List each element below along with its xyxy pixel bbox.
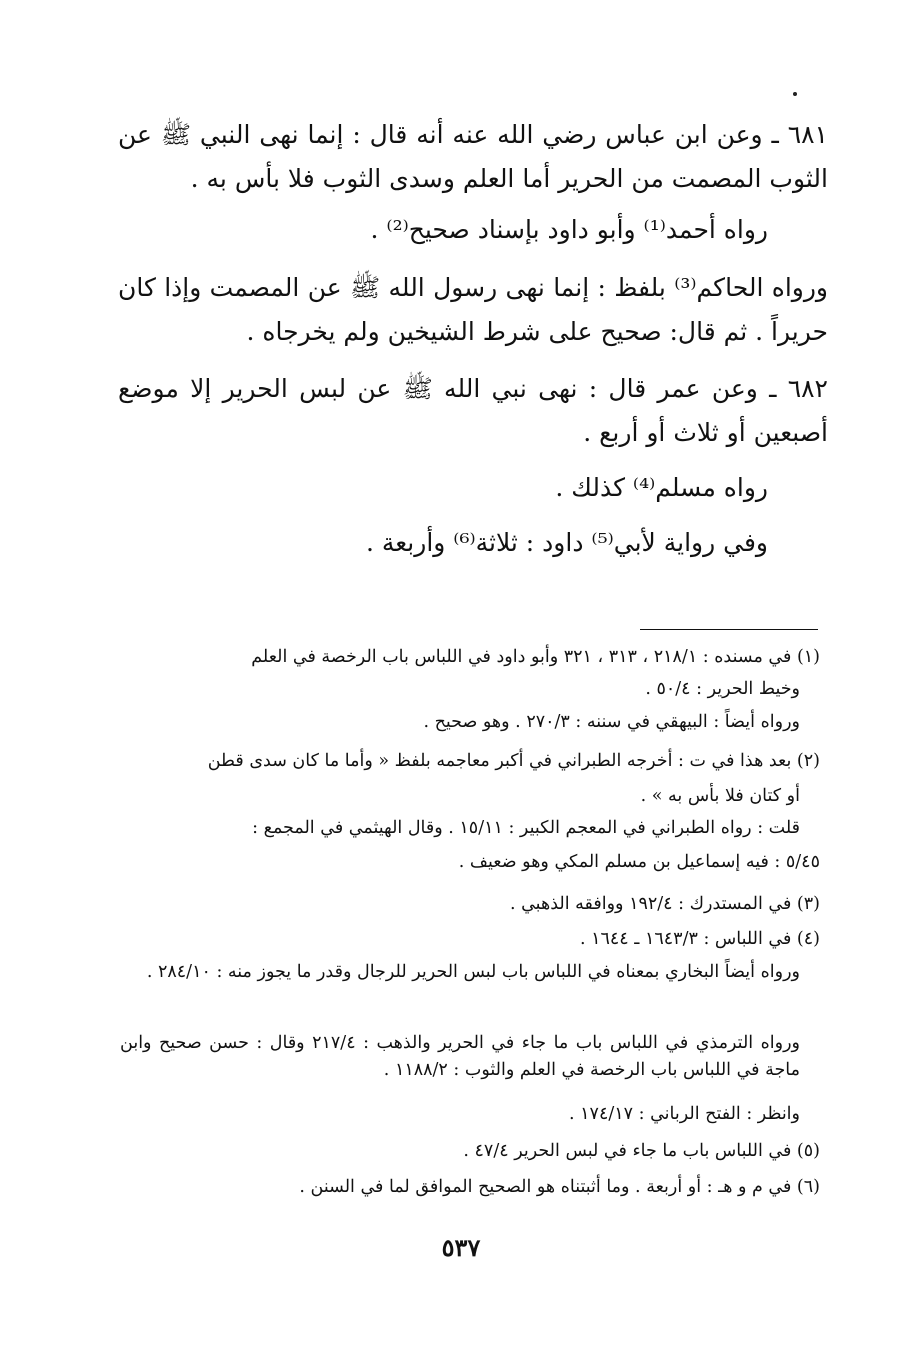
page-number: ٥٣٧ <box>441 1233 481 1262</box>
footnote-2-line-1: (٢) بعد هذا في ت : أخرجه الطبراني في أكبر معاجمه بلفظ « وأما ما كان سدى قطن <box>207 751 820 771</box>
footnote-1-line-2: وخيط الحرير : ٥٠/٤ . <box>645 679 800 699</box>
footnote-2-line-3: قلت : رواه الطبراني في المعجم الكبير : ١٥/١١ . وقال الهيثمي في المجمع : <box>252 818 800 838</box>
footnote-1-line-3: ورواه أيضاً : البيهقي في سننه : ٢٧٠/٣ . وهو صحيح . <box>423 712 800 732</box>
footnote-4-line-2: ورواه أيضاً البخاري بمعناه في اللباس باب لبس الحرير للرجال وقدر ما يجوز منه : ٢٨٤/١٠ . <box>146 962 800 982</box>
hadith-681: ٦٨١ ـ وعن ابن عباس رضي الله عنه أنه قال : إنما نهى النبي ﷺ عن الثوب المصمت من الحرير أما العلم وسدى الثوب فلا بأس به . <box>118 120 828 193</box>
footnote-4-line-3: ورواه الترمذي في اللباس باب ما جاء في الحرير والذهب : ٢١٧/٤ وقال : حسن صحيح وابن ماجة في اللباس باب الرخصة في العلم والثوب : ١١٨٨/٢ . <box>120 1033 801 1080</box>
footnote-separator <box>640 629 818 630</box>
narration-abudawud: وفي رواية لأبي⁽⁵⁾ داود : ثلاثة⁽⁶⁾ وأربعة . <box>365 528 768 557</box>
narration-muslim: رواه مسلم⁽⁴⁾ كذلك . <box>555 473 768 502</box>
footnote-2-line-4: ٥/٤٥ : فيه إسماعيل بن مسلم المكي وهو ضعيف . <box>458 852 820 872</box>
footnote-4-line-1: (٤) في اللباس : ١٦٤٣/٣ ـ ١٦٤٤ . <box>579 929 820 949</box>
footnote-4-line-4: وانظر : الفتح الرباني : ١٧٤/١٧ . <box>569 1104 800 1124</box>
footnote-3: (٣) في المستدرك : ١٩٢/٤ ووافقه الذهبي . <box>509 894 820 914</box>
stray-mark <box>793 92 797 96</box>
footnote-1-line-1: (١) في مسنده : ٢١٨/١ ، ٣١٣ ، ٣٢١ وأبو داود في اللباس باب الرخصة في العلم <box>251 647 820 667</box>
footnote-5: (٥) في اللباس باب ما جاء في لبس الحرير ٤٧/٤ . <box>463 1141 820 1161</box>
narration-ahmad: رواه أحمد⁽¹⁾ وأبو داود بإسناد صحيح⁽²⁾ . <box>370 215 768 244</box>
narration-hakim: ورواه الحاكم⁽³⁾ بلفظ : إنما نهى رسول الله ﷺ عن المصمت وإذا كان حريراً . ثم قال: صحيح على شرط الشيخين ولم يخرجاه . <box>118 273 828 346</box>
footnote-2-line-2: أو كتان فلا بأس به » . <box>640 786 800 806</box>
footnote-6: (٦) في م و هـ : أو أربعة . وما أثبتناه هو الصحيح الموافق لما في السنن . <box>299 1177 820 1197</box>
hadith-682: ٦٨٢ ـ وعن عمر قال : نهى نبي الله ﷺ عن لبس الحرير إلا موضع أصبعين أو ثلاث أو أربع . <box>118 374 828 447</box>
